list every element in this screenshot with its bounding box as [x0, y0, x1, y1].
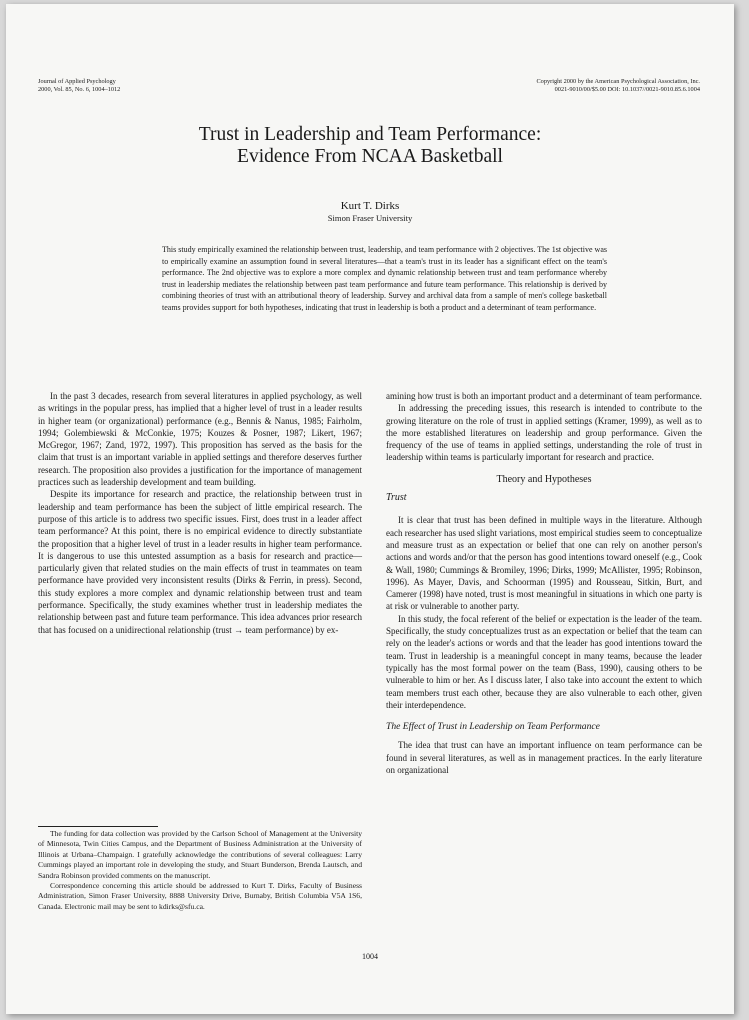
journal-citation: [38, 78, 120, 94]
author-name: Kurt T. Dirks: [340, 200, 400, 212]
body-paragraph: It is clear that trust has been defined in multiple ways in the literature. Although each researcher has used slight variations, most empirical studies seem to conceptualize and measure trust as an expectation or belief that one can rely on another person's actions and words and/or that the person has good intentions toward oneself (e.g., Cook & Wall, 1980; Cummings & Bromiley, 1996; Dirks, 1999; McAllister, 1995; Robinson, 1996). As Mayer, Davis, and Schoorman (1995) and Rousseau, Sitkin, Burt, and Camerer (1998) have noted, trust is most meaningful in situations in which one party is at risk or vulnerable to another party.: [386, 515, 702, 612]
body-paragraph: In the past 3 decades, research from several literatures in applied psychology, as well as writings in the popular press, has implied that a higher level of trust in a leader results in higher team (or organizational) performance (e.g., Bennis & Nanus, 1985; Fairholm, 1994; Golembiewski & McConkie, 1975; Kouzes & Posner, 1987; Likert, 1967; McGregor, 1967; Zand, 1972, 1997). This proposition has served as the basis for the claim that trust is an important variable in applied settings and therefore deserves further research. The proposition also provides a justification for the importance of management practices such as leadership development and team building.: [38, 391, 362, 488]
body-paragraph: Despite its importance for research and practice, the relationship between trust in leadership and team performance has been the subject of little empirical research. The purpose of this article is to address two specific issues. First, does trust in a leader affect team performance? At this point, there is no empirical evidence to directly substantiate the proposition that a higher level of trust in a leader results in higher team performance. It is dangerous to use this untested assumption as a basis for research and practice—particularly given that related studies on the main effects of trust in teammates on team performance have provided very inconsistent results (Dirks & Ferrin, in press). Second, this study explores a more complex and dynamic relationship between trust and team performance. Specifically, the study examines whether trust in leadership mediates the relationship between past and future team performance. This idea advances prior research that has focused on a unidirectional relationship (trust → team performance) by ex-: [38, 489, 362, 635]
right-column: [386, 390, 702, 776]
body-paragraph: In this study, the focal referent of the belief or expectation is the leader of the team. Specifically, the study conceptualizes trust as an expectation or belief that the team can rely on the leader's actions or words and that the leader has good intentions toward the team. Trust in leadership is a meaningful concept in many teams, because the leader typically has the most formal power on the team (Bass, 1990), causing others to be vulnerable to him or her. As I discuss later, I also take into account the extent to which team members trust each other, because they are also vulnerable to each other, given their interdependence.: [386, 613, 702, 710]
journal-name: Journal of Applied Psychology: [38, 78, 116, 85]
correspondence-note: Correspondence concerning this article should be addressed to Kurt T. Dirks, Faculty of Business Administration, Simon Fraser University, 8888 University Drive, Burnaby, British Columbia V5A 1S6, Canada. Electronic mail may be sent to kdirks@sfu.ca.: [38, 881, 362, 911]
body-paragraph: In addressing the preceding issues, this research is intended to contribute to the growing literature on the role of trust in applied settings (Kramer, 1999), as well as to the more established literatures on leadership and group performance. Given the frequency of the use of teams in applied settings, understanding the role of trust in leadership within teams is particularly important for research and practice.: [386, 403, 702, 463]
left-column: [38, 390, 362, 636]
journal-volume: 2000, Vol. 85, No. 6, 1004–1012: [38, 86, 121, 93]
paper-title: [6, 124, 734, 168]
section-heading: Theory and Hypotheses: [496, 473, 592, 485]
subsection-heading-trust: Trust: [386, 492, 407, 504]
paper-page: [6, 4, 734, 1014]
body-paragraph: The idea that trust can have an important influence on team performance can be found in several literatures, as well as in management practices. In the early literature on organizational: [386, 740, 702, 776]
title-line-1: Trust in Leadership and Team Performance:: [198, 124, 542, 145]
funding-note: The funding for data collection was provided by the Carlson School of Management at the University of Minnesota, Twin Cities Campus, and the Department of Business Administration at the University of Illinois at Urbana–Champaign. I gratefully acknowledge the contributions of several colleagues: Larry Cummings played an important role in developing the study, and Stuart Bunderson, Brenda Lautsch, and Sandra Robinson provided comments on the manuscript.: [38, 829, 362, 880]
abstract: This study empirically examined the relationship between trust, leadership, and team performance with 2 objectives. The 1st objective was to empirically examine an assumption found in several literatures—that a team's trust in its leader has a significant effect on the team's performance. The 2nd objective was to explore a more complex and dynamic relationship between trust and team performance whereby trust in leadership mediates the relationship between past team performance and future team performance. This relationship is derived by combining theories of trust with an attributional theory of leadership. Survey and archival data from a sample of men's college basketball teams provides support for both hypotheses, indicating that trust in leadership is both a product and a determinant of team performance.: [162, 245, 607, 312]
doi-line: 0021-9010/00/$5.00 DOI: 10.1037//0021-9010.85.6.1004: [554, 86, 700, 93]
subsection-heading-effect: The Effect of Trust in Leadership on Team Performance: [386, 721, 600, 733]
footnotes: [38, 829, 362, 912]
author-affiliation: Simon Fraser University: [327, 213, 413, 223]
footnote-divider: [38, 826, 158, 827]
body-paragraph-continued: amining how trust is both an important product and a determinant of team performance.: [386, 391, 702, 401]
copyright-notice: [536, 78, 700, 94]
title-line-2: Evidence From NCAA Basketball: [237, 146, 503, 167]
copyright-line: Copyright 2000 by the American Psychological Association, Inc.: [536, 78, 700, 85]
page-number: 1004: [362, 952, 378, 961]
